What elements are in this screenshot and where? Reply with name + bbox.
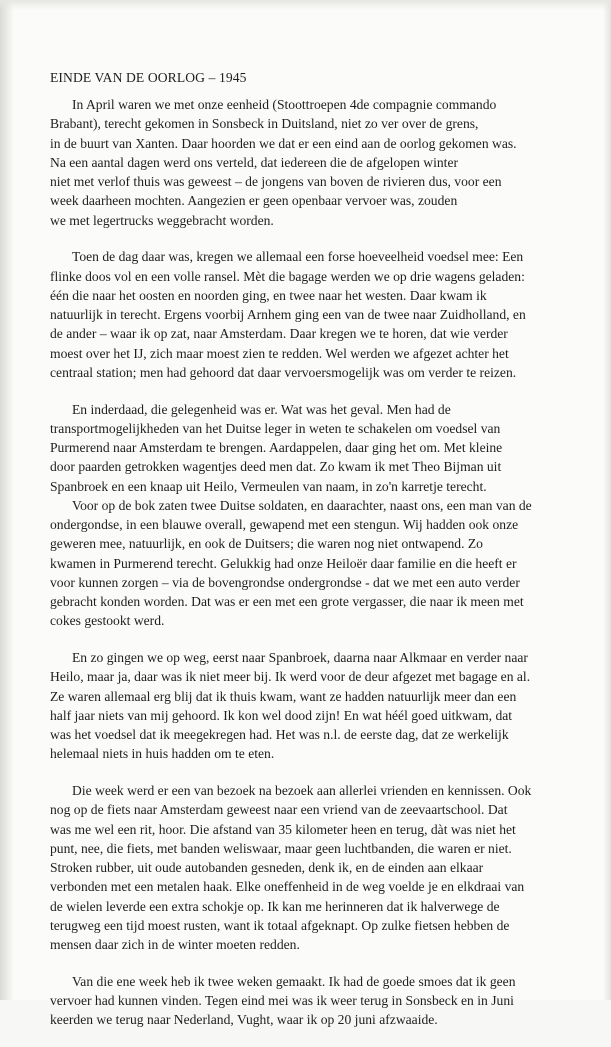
text-line: centraal station; men had gehoord dat daar vervoersmogelijk was om verder te reizen. bbox=[50, 364, 517, 380]
text-line: moest over het IJ, zich maar moest zien te redden. Wel werden we afgezet achter het bbox=[50, 345, 509, 361]
text-line: Brabant), terecht gekomen in Sonsbeck in Duitsland, niet zo ver over de grens, bbox=[50, 116, 479, 132]
text-line: was me wel een rit, hoor. Die afstand van 35 kilometer heen en terug, dàt was niet het bbox=[50, 821, 516, 837]
text-line: niet met verlof thuis was geweest – de jongens van boven de rivieren dus, voor een bbox=[50, 174, 502, 189]
scan-edge-top bbox=[0, 0, 611, 10]
text-line: week daarheen mochten. Aangezien er geen openbaar vervoer was, zouden bbox=[50, 193, 458, 209]
text-line: geweren mee, natuurlijk, en ook de Duitsers; die waren nog niet ontwapend. Zo bbox=[50, 536, 483, 552]
text-line: transportmogelijkheden van het Duitse leger in weten te schakelen om voedsel van bbox=[50, 420, 501, 436]
text-line: mensen daar zich in de winter moeten redden. bbox=[50, 937, 300, 952]
text-line: Stroken rubber, uit oude autobanden gesneden, denk ik, en de einden aan elkaar bbox=[50, 860, 484, 875]
text-line: vervoer had kunnen vinden. Tegen eind mei was ik weer terug in Sonsbeck en in Juni bbox=[50, 993, 514, 1008]
text-line: in de buurt van Xanten. Daar hoorden we dat er een eind aan de oorlog gekomen was. bbox=[50, 135, 517, 151]
text-line: was het voedsel dat ik meegekregen had. Het was n.l. de eerste dag, dat ze werkelijk bbox=[50, 727, 509, 742]
text-line: Spanbroek en een knaap uit Heilo, Vermeulen van naam, in zo'n karretje terecht. bbox=[50, 478, 487, 494]
text-line: de wielen leverde een extra schokje op. Ik kan me herinneren dat ik halverwege de bbox=[50, 898, 500, 914]
text-line: keerden we terug naar Nederland, Vught, waar ik op 20 juni afzwaaide. bbox=[50, 1012, 438, 1028]
text-line: nog op de fiets naar Amsterdam geweest naar een vriend van de zeevaartschool. Dat bbox=[50, 802, 508, 818]
text-line: Die week werd er een van bezoek na bezoek aan allerlei vrienden en kennissen. Ook bbox=[72, 783, 532, 798]
text-line: cokes gestookt werd. bbox=[50, 613, 165, 629]
text-line: Ze waren allemaal erg blij dat ik thuis kwam, want ze hadden natuurlijk meer dan een bbox=[50, 688, 517, 704]
text-line: punt, nee, die fiets, met banden weliswaar, maar geen luchtbanden, die waren er niet. bbox=[50, 840, 512, 856]
text-line: door paarden getrokken wagentjes deed men dat. Zo kwam ik met Theo Bijman uit bbox=[50, 459, 502, 475]
text-line: En zo gingen we op weg, eerst naar Spanbroek, daarna naar Alkmaar en verder naar bbox=[72, 650, 528, 665]
text-line: Toen de dag daar was, kregen we allemaal een forse hoeveelheid voedsel mee: Een bbox=[72, 249, 524, 265]
text-line: En inderdaad, die gelegenheid was er. Wat was het geval. Men had de bbox=[72, 401, 451, 417]
text-line: Van die ene week heb ik twee weken gemaakt. Ik had de goede smoes dat ik geen bbox=[72, 973, 516, 989]
text-line: Purmerend naar Amsterdam te brengen. Aardappelen, daar ging het om. Met kleine bbox=[50, 440, 503, 455]
document-body bbox=[50, 68, 580, 1047]
text-line: Na een aantal dagen werd ons verteld, dat iedereen die de afgelopen winter bbox=[50, 154, 458, 170]
text-line: half jaar niets van mij gehoord. Ik kon wel dood zijn! En wat héél goed uitkwam, dat bbox=[50, 707, 513, 723]
text-line: flinke doos vol en een volle ransel. Mèt die bagage werden we op drie wagens geladen: bbox=[50, 268, 525, 284]
text-line: één die naar het oosten en noorden ging, en twee naar het westen. Daar kwam ik bbox=[50, 287, 487, 303]
paragraph bbox=[50, 400, 580, 631]
paragraph bbox=[50, 247, 580, 382]
text-line: voor kunnen zorgen – via de bovengrondse ondergrondse - dat we met een auto verder bbox=[50, 574, 520, 590]
text-line: natuurlijk in terecht. Ergens voorbij Arnhem ging een van de twee naar Zuidholland, en bbox=[50, 307, 526, 322]
text-line: Voor op de bok zaten twee Duitse soldaten, en daarachter, naast ons, een man van de bbox=[72, 497, 532, 513]
text-line: we met legertrucks weggebracht worden. bbox=[50, 212, 274, 228]
scan-edge-left bbox=[0, 0, 14, 1000]
text-line: terugweg een tijd moest rusten, want ik totaal afgeknapt. Op zulke fietsen hebben de bbox=[50, 917, 510, 933]
paragraph bbox=[50, 972, 580, 1030]
text-line: kwamen in Purmerend terecht. Gelukkig had onze Heiloër daar familie en die heeft er bbox=[50, 555, 517, 571]
paragraph bbox=[50, 95, 580, 230]
paragraph bbox=[50, 648, 580, 764]
text-line: In April waren we met onze eenheid (Stoottroepen 4de compagnie commando bbox=[72, 97, 497, 112]
text-line: verbonden met een metalen haak. Elke oneffenheid in de weg voelde je en elkdraai van bbox=[50, 879, 525, 895]
text-line: de ander – waar ik op zat, naar Amsterdam. Daar kregen we te horen, dat wie verder bbox=[50, 326, 508, 342]
text-line: helemaal niets in huis hadden om te eten. bbox=[50, 746, 275, 762]
paragraph-list bbox=[50, 95, 580, 1030]
text-line: gebracht konden worden. Dat was er een met een grote vergasser, die naar ik meen met bbox=[50, 594, 524, 609]
scan-edge-right bbox=[603, 0, 611, 1000]
document-title: EINDE VAN DE OORLOG – 1945 bbox=[50, 70, 247, 85]
paragraph bbox=[50, 781, 580, 954]
text-line: Heilo, maar ja, daar was ik niet meer bij. Ik werd voor de deur afgezet met bagage en al. bbox=[50, 669, 531, 685]
text-line: ondergondse, in een blauwe overall, gewapend met een stengun. Wij hadden ook onze bbox=[50, 517, 519, 532]
